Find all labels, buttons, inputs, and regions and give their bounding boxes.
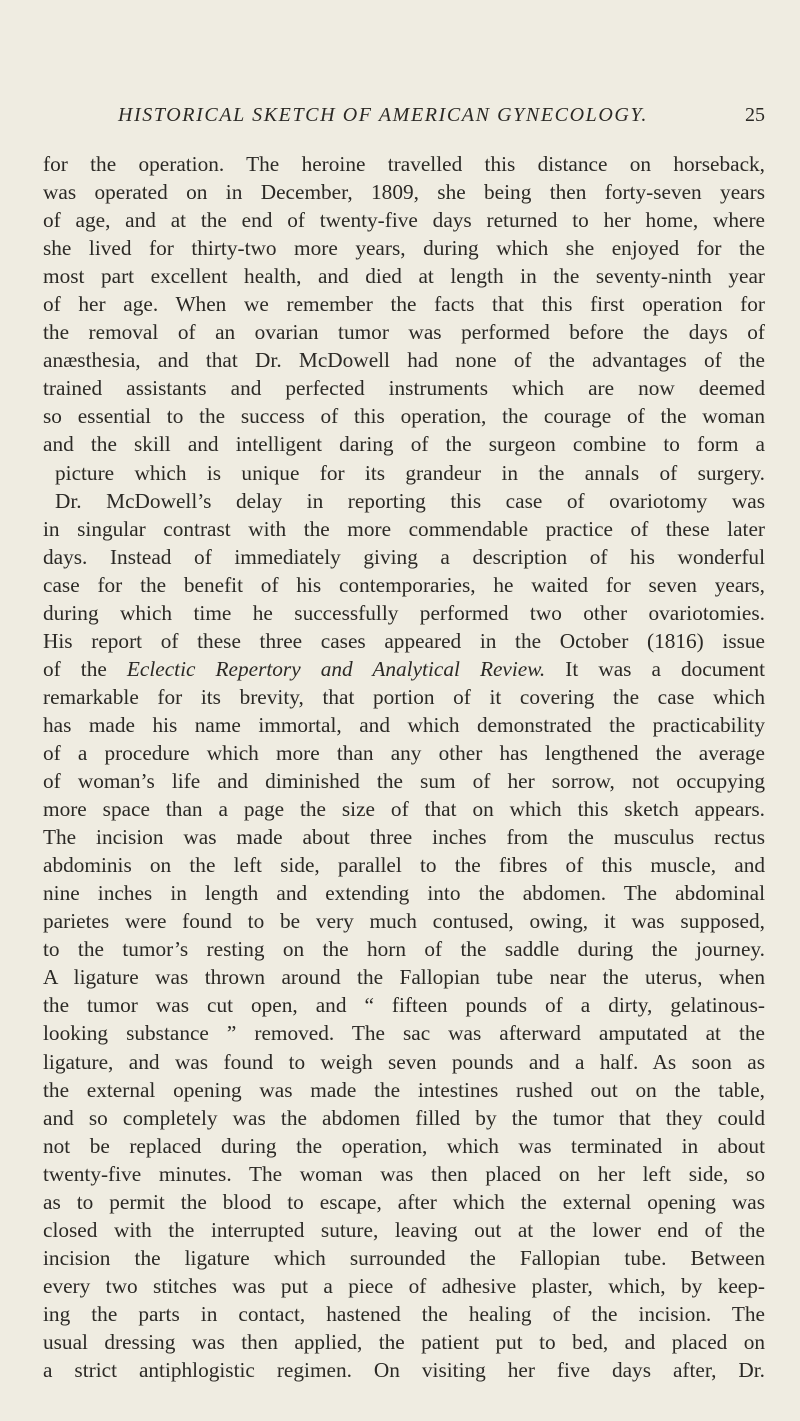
- text-line: of age, and at the end of twenty-five days returned to her home, where: [43, 208, 765, 233]
- running-header: [118, 104, 765, 134]
- text-line: was operated on in December, 1809, she being then forty-seven years: [43, 180, 765, 205]
- text-line: ing the parts in contact, hastened the healing of the incision. The: [43, 1301, 765, 1326]
- text-line: anæsthesia, and that Dr. McDowell had none of the advantages of the: [43, 348, 765, 373]
- text-line: abdominis on the left side, parallel to the fibres of this muscle, and: [43, 853, 765, 878]
- text-line: every two stitches was put a piece of adhesive plaster, which, by keep-: [43, 1273, 765, 1298]
- text-line: ligature, and was found to weigh seven pounds and a half. As soon as: [43, 1049, 765, 1074]
- text-line-with-journal: [43, 655, 765, 683]
- text-line: the external opening was made the intestines rushed out on the table,: [43, 1077, 765, 1102]
- text-line: a strict antiphlogistic regimen. On visiting her five days after, Dr.: [43, 1358, 765, 1383]
- journal-title: Eclectic Repertory and Analytical Review.: [126, 656, 546, 681]
- text-line: during which time he successfully performed two other ovariotomies.: [43, 600, 765, 625]
- running-title: HISTORICAL SKETCH OF AMERICAN GYNECOLOGY.: [118, 104, 648, 126]
- text-line: more space than a page the size of that on which this sketch appears.: [43, 797, 765, 822]
- text-line: His report of these three cases appeared in the October (1816) issue: [43, 628, 765, 653]
- text-line: of a procedure which more than any other has lengthened the average: [43, 740, 765, 765]
- text-line: for the operation. The heroine travelled this distance on horseback,: [43, 152, 765, 176]
- text-line: and the skill and intelligent daring of the surgeon combine to form a: [43, 432, 765, 457]
- text-line: closed with the interrupted suture, leaving out at the lower end of the: [43, 1217, 765, 1242]
- text-line: picture which is unique for its grandeur in the annals of surgery.: [55, 460, 765, 485]
- page-number: 25: [745, 104, 765, 126]
- text-line: she lived for thirty-two more years, during which she enjoyed for the: [43, 236, 765, 261]
- text-line: incision the ligature which surrounded the Fallopian tube. Between: [43, 1245, 765, 1270]
- text-line: as to permit the blood to escape, after which the external opening was: [43, 1189, 765, 1214]
- text-line: trained assistants and perfected instruments which are now deemed: [43, 376, 765, 401]
- text-line-prefix: of the: [43, 656, 127, 681]
- text-line: days. Instead of immediately giving a description of his wonderful: [43, 544, 765, 569]
- text-line: parietes were found to be very much contused, owing, it was supposed,: [43, 909, 765, 934]
- text-line: of her age. When we remember the facts that this first operation for: [43, 292, 765, 317]
- text-line: usual dressing was then applied, the patient put to bed, and placed on: [43, 1329, 765, 1354]
- text-line: the removal of an ovarian tumor was performed before the days of: [43, 320, 765, 345]
- text-line: The incision was made about three inches from the musculus rectus: [43, 825, 765, 850]
- text-line: case for the benefit of his contemporaries, he waited for seven years,: [43, 572, 765, 597]
- text-line: not be replaced during the operation, which was terminated in about: [43, 1133, 765, 1158]
- body-text: [43, 150, 765, 1384]
- text-line: to the tumor’s resting on the horn of the saddle during the journey.: [43, 937, 765, 962]
- text-line: A ligature was thrown around the Fallopian tube near the uterus, when: [43, 965, 765, 990]
- text-line: twenty-five minutes. The woman was then placed on her left side, so: [43, 1161, 765, 1186]
- text-line: Dr. McDowell’s delay in reporting this case of ovariotomy was: [55, 488, 765, 513]
- text-line: most part excellent health, and died at length in the seventy-ninth year: [43, 264, 765, 289]
- text-line: so essential to the success of this operation, the courage of the woman: [43, 404, 765, 429]
- text-line: has made his name immortal, and which demonstrated the practicability: [43, 712, 765, 737]
- text-line: in singular contrast with the more commendable practice of these later: [43, 516, 765, 541]
- text-line: the tumor was cut open, and “ fifteen pounds of a dirty, gelatinous-: [43, 993, 765, 1018]
- text-line-suffix: It was a document: [545, 656, 765, 681]
- text-line: and so completely was the abdomen filled by the tumor that they could: [43, 1105, 765, 1130]
- text-line: looking substance ” removed. The sac was afterward amputated at the: [43, 1021, 765, 1046]
- text-line: of woman’s life and diminished the sum of her sorrow, not occupying: [43, 769, 765, 794]
- text-line: remarkable for its brevity, that portion of it covering the case which: [43, 684, 765, 709]
- text-line: nine inches in length and extending into the abdomen. The abdominal: [43, 881, 765, 906]
